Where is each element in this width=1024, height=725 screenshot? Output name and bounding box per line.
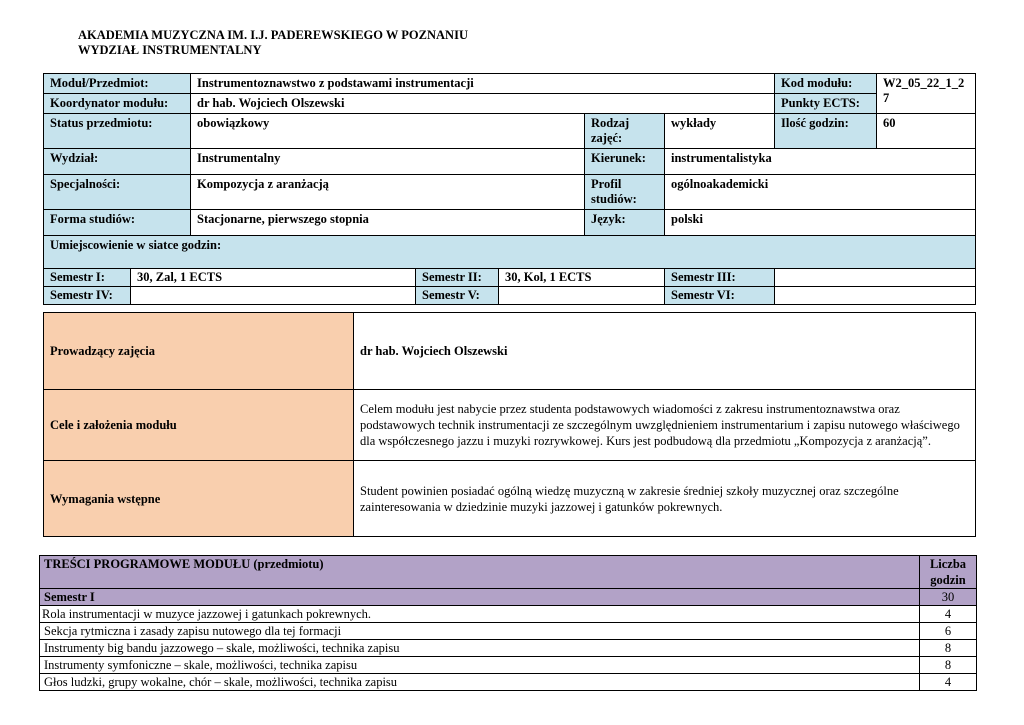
- document-header: [78, 28, 468, 58]
- wydzial-label: Wydział:: [44, 149, 191, 175]
- hours-header: Liczba godzin: [920, 556, 977, 589]
- wydzial-value: Instrumentalny: [191, 149, 585, 175]
- semestr-1-label: Semestr I:: [44, 269, 131, 287]
- semestr-4-label: Semestr IV:: [44, 287, 131, 305]
- modul-value: Instrumentoznawstwo z podstawami instrumentacji: [191, 74, 775, 94]
- kierunek-value: instrumentalistyka: [665, 149, 976, 175]
- forma-value: Stacjonarne, pierwszego stopnia: [191, 210, 585, 236]
- godzin-label: Ilość godzin:: [775, 114, 877, 149]
- table-row: [40, 623, 977, 640]
- hours-cell: 8: [920, 657, 977, 674]
- topic-cell: Sekcja rytmiczna i zasady zapisu nutowego dla tej formacji: [40, 623, 920, 640]
- topic-cell: Rola instrumentacji w muzyce jazzowej i gatunkach pokrewnych.: [40, 606, 920, 623]
- prowadzacy-value: dr hab. Wojciech Olszewski: [354, 313, 976, 390]
- prowadzacy-label: Prowadzący zajęcia: [44, 313, 354, 390]
- umiejscowienie-label: Umiejscowienie w siatce godzin:: [44, 236, 976, 269]
- semestr-3-value: [775, 269, 976, 287]
- semestr-4-value: [131, 287, 416, 305]
- semestr-2-value: 30, Kol, 1 ECTS: [499, 269, 665, 287]
- semestr-5-label: Semestr V:: [416, 287, 499, 305]
- hours-cell: 6: [920, 623, 977, 640]
- topic-cell: Instrumenty big bandu jazzowego – skale, możliwości, technika zapisu: [40, 640, 920, 657]
- semestr-3-label: Semestr III:: [665, 269, 775, 287]
- hours-cell: 4: [920, 606, 977, 623]
- rodzaj-label: Rodzaj zajęć:: [585, 114, 665, 149]
- semester-row-label: Semestr I: [40, 589, 920, 606]
- status-value: obowiązkowy: [191, 114, 585, 149]
- table-row: [40, 640, 977, 657]
- semestr-6-value: [775, 287, 976, 305]
- forma-label: Forma studiów:: [44, 210, 191, 236]
- cele-value: Celem modułu jest nabycie przez studenta podstawowych wiadomości z zakresu instrumentoznawstwa oraz podstawowych technik instrumentacji ze szczególnym uwzględnieniem instrumentarium i zapisu nutowego właściwego dla współczesnego jazzu i muzyki rozrywkowej. Kurs jest podbudową dla przedmiotu „Kompozycja z aranżacją”.: [354, 390, 976, 461]
- academy-name: AKADEMIA MUZYCZNA IM. I.J. PADEREWSKIEGO W POZNANIU: [78, 28, 468, 42]
- modul-label: Moduł/Przedmiot:: [44, 74, 191, 94]
- koordynator-label: Koordynator modułu:: [44, 94, 191, 114]
- program-title: TREŚCI PROGRAMOWE MODUŁU (przedmiotu): [40, 556, 920, 589]
- semestr-2-label: Semestr II:: [416, 269, 499, 287]
- specjalnosci-value: Kompozycja z aranżacją: [191, 175, 585, 210]
- cele-label: Cele i założenia modułu: [44, 390, 354, 461]
- topic-cell: Instrumenty symfoniczne – skale, możliwości, technika zapisu: [40, 657, 920, 674]
- table-row: [40, 606, 977, 623]
- faculty-name: WYDZIAŁ INSTRUMENTALNY: [78, 43, 262, 57]
- wymagania-value: Student powinien posiadać ogólną wiedzę muzyczną w zakresie średniej szkoły muzycznej oraz szczególne zainteresowania w dziedzinie muzyki jazzowej i gatunków pokrewnych.: [354, 461, 976, 537]
- kod-value: W2_05_22_1_27: [877, 74, 976, 114]
- topic-cell: Głos ludzki, grupy wokalne, chór – skale, możliwości, technika zapisu: [40, 674, 920, 691]
- ects-label: Punkty ECTS:: [775, 94, 877, 114]
- status-label: Status przedmiotu:: [44, 114, 191, 149]
- table-row: [40, 657, 977, 674]
- koordynator-value: dr hab. Wojciech Olszewski: [191, 94, 775, 114]
- kod-label: Kod modułu:: [775, 74, 877, 94]
- module-details-table: [43, 312, 976, 537]
- hours-cell: 8: [920, 640, 977, 657]
- jezyk-value: polski: [665, 210, 976, 236]
- kierunek-label: Kierunek:: [585, 149, 665, 175]
- semestr-1-value: 30, Zal, 1 ECTS: [131, 269, 416, 287]
- module-info-table: [43, 73, 976, 305]
- table-row: [40, 674, 977, 691]
- jezyk-label: Język:: [585, 210, 665, 236]
- semestr-5-value: [499, 287, 665, 305]
- profil-label: Profil studiów:: [585, 175, 665, 210]
- program-contents-table: [39, 555, 977, 691]
- semestr-6-label: Semestr VI:: [665, 287, 775, 305]
- specjalnosci-label: Specjalności:: [44, 175, 191, 210]
- profil-value: ogólnoakademicki: [665, 175, 976, 210]
- hours-cell: 4: [920, 674, 977, 691]
- godzin-value: 60: [877, 114, 976, 149]
- rodzaj-value: wykłady: [665, 114, 775, 149]
- semester-row-hours: 30: [920, 589, 977, 606]
- wymagania-label: Wymagania wstępne: [44, 461, 354, 537]
